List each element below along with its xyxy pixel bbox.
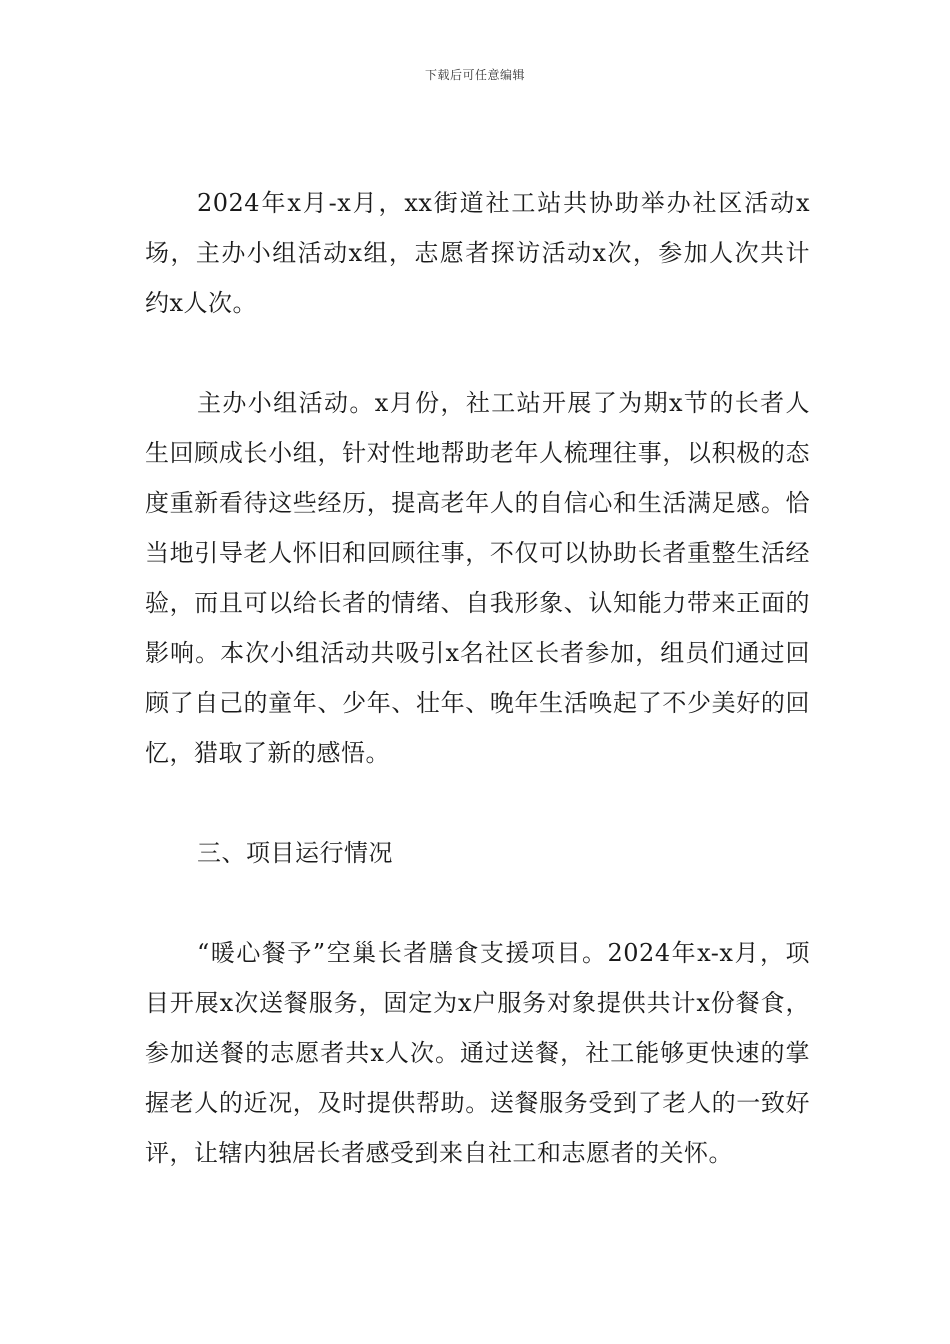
section-heading-project-status: 三、项目运行情况	[197, 839, 393, 867]
page-header: 下载后可任意编辑	[424, 68, 525, 82]
paragraph-meal-support-project: “暖心餐予”空巢长者膳食支援项目。2024年x-x月，项目开展x次送餐服务，固定为x户服务对象提供共计x份餐食，参加送餐的志愿者共x人次。通过送餐，社工能够更快速的掌握老人的近况，及时提供帮助。送餐服务受到了老人的一致好评，让辖内独居长者感受到来自社工和志愿者的关怀。	[145, 939, 810, 1167]
paragraph-group-activity: 主办小组活动。x月份，社工站开展了为期x节的长者人生回顾成长小组，针对性地帮助老年人梳理往事，以积极的态度重新看待这些经历，提高老年人的自信心和生活满足感。恰当地引导老人怀旧和回顾往事，不仅可以协助长者重整生活经验，而且可以给长者的情绪、自我形象、认知能力带来正面的影响。本次小组活动共吸引x名社区长者参加，组员们通过回顾了自己的童年、少年、壮年、晚年生活唤起了不少美好的回忆，猎取了新的感悟。	[145, 389, 810, 767]
paragraph-spacer	[145, 878, 810, 928]
paragraph-activity-summary: 2024年x月-x月，xx街道社工站共协助举办社区活动x场，主办小组活动x组，志愿者探访活动x次，参加人次共计约x人次。	[145, 189, 810, 317]
document-body	[145, 178, 810, 1178]
paragraph-spacer	[145, 328, 810, 378]
paragraph-spacer	[145, 778, 810, 828]
